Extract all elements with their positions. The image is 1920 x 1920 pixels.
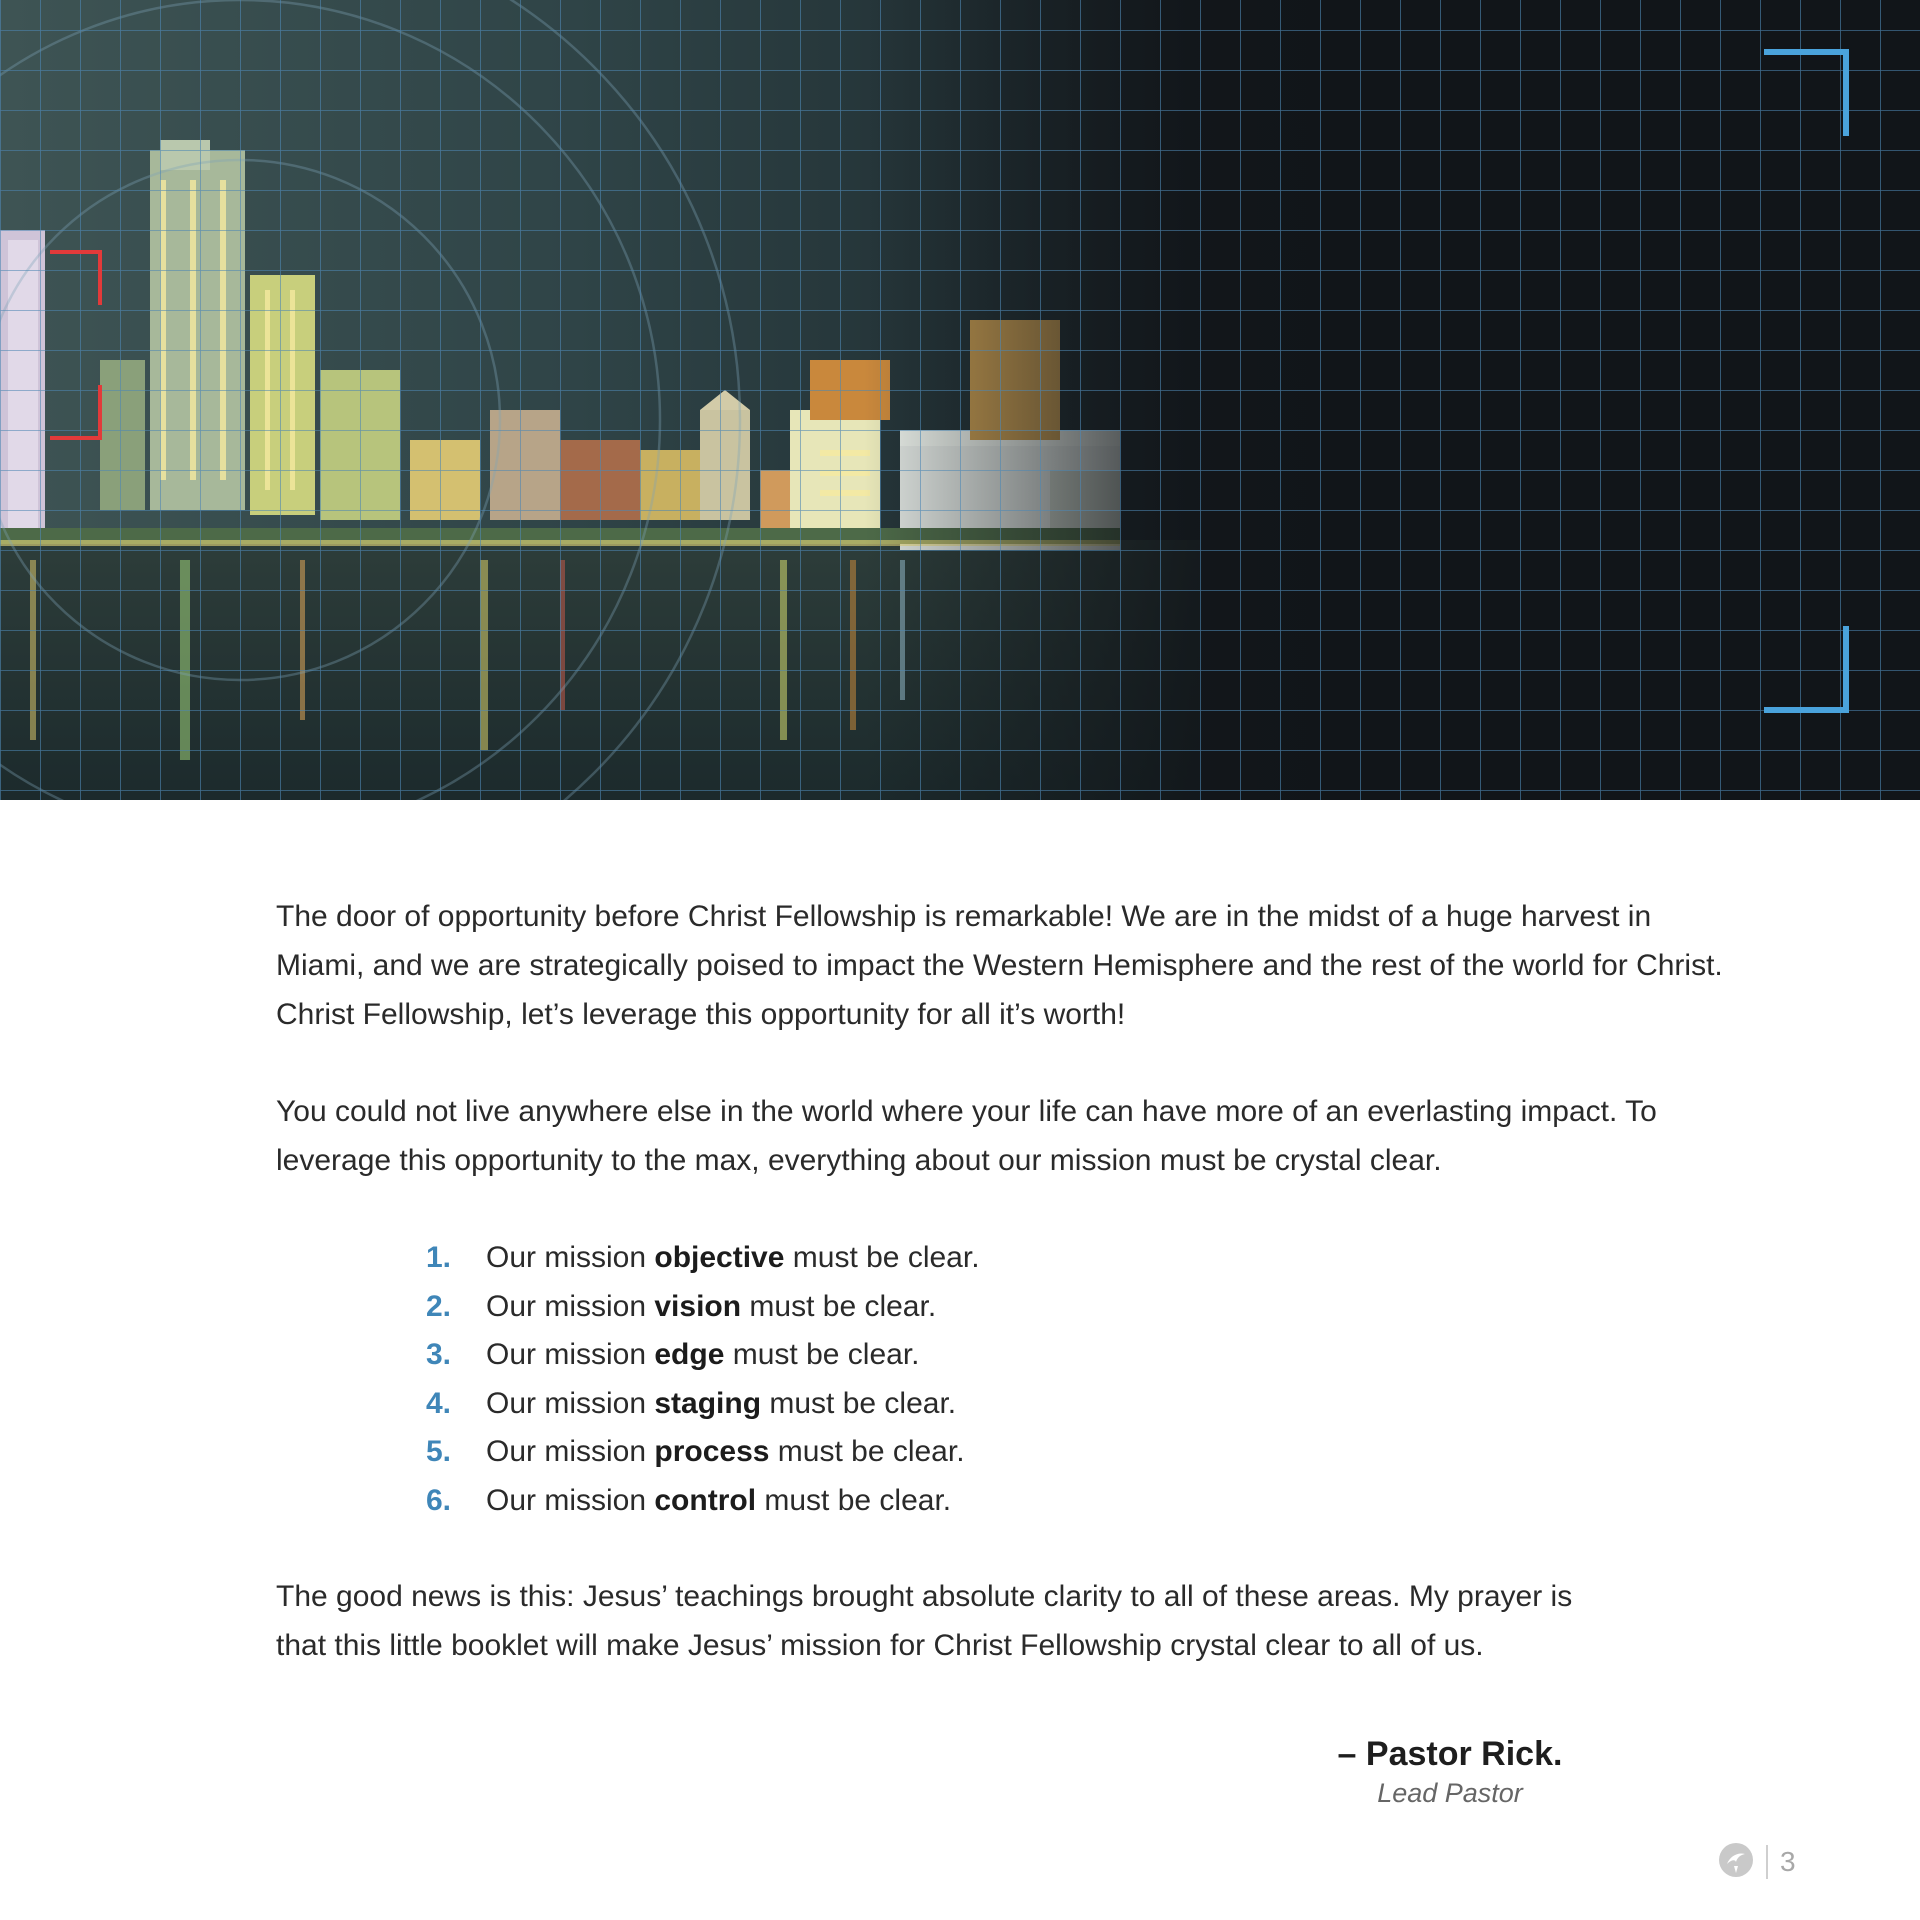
signature-role: Lead Pastor: [1377, 1778, 1523, 1808]
list-text: must be clear.: [724, 1338, 920, 1371]
list-text: must be clear.: [756, 1483, 952, 1517]
list-keyword: staging: [654, 1386, 762, 1420]
list-text: Our mission: [486, 1241, 655, 1274]
list-item: [426, 1379, 1776, 1428]
list-text: Our mission: [486, 1386, 655, 1420]
list-keyword: edge: [654, 1338, 725, 1371]
list-item: [426, 1233, 1776, 1282]
list-text: must be clear.: [761, 1386, 957, 1420]
list-item: [426, 1330, 1776, 1379]
mission-list: [276, 1233, 1776, 1524]
list-text: Our mission: [486, 1338, 655, 1371]
letter-body: [276, 892, 1776, 1670]
intro-paragraph: The door of opportunity before Christ Fellowship is remarkable! We are in the midst of a huge harvest in Miami, and we are strategically poised to impact the Western Hemisphere and the rest of the world for Christ. Christ Fellowship, let’s leverage this opportunity for all it’s worth!: [276, 900, 1723, 1031]
city-skyline-image: [0, 0, 1920, 800]
list-text: Our mission: [486, 1435, 655, 1468]
list-number: 5.: [426, 1435, 452, 1468]
list-keyword: objective: [654, 1241, 785, 1274]
list-number: 1.: [426, 1241, 452, 1274]
footer-divider: [1766, 1845, 1768, 1879]
list-text: must be clear.: [769, 1435, 965, 1468]
list-keyword: vision: [654, 1289, 742, 1323]
list-keyword: control: [654, 1483, 757, 1517]
list-number: 3.: [426, 1338, 452, 1371]
page-footer: [1718, 1842, 1796, 1882]
signature-name: – Pastor Rick.: [1337, 1735, 1563, 1773]
list-text: Our mission: [486, 1483, 655, 1517]
impact-paragraph: You could not live anywhere else in the world where your life can have more of an everlasting impact. To leverage this opportunity to the max, everything about our mission must be crystal clear.: [276, 1095, 1657, 1177]
signature-block: [1260, 1732, 1640, 1810]
list-text: must be clear.: [741, 1289, 937, 1323]
list-item: [426, 1476, 1776, 1525]
page-number: 3: [1780, 1846, 1796, 1877]
list-item: [426, 1282, 1776, 1331]
hero-banner: [0, 0, 1920, 800]
list-text: Our mission: [486, 1289, 655, 1323]
list-number: 2.: [426, 1289, 452, 1323]
list-number: 6.: [426, 1483, 452, 1517]
list-item: [426, 1427, 1776, 1476]
closing-paragraph: The good news is this: Jesus’ teachings brought absolute clarity to all of these areas. My prayer is that this little booklet will make Jesus’ mission for Christ Fellowship crystal clear to all of us.: [276, 1580, 1573, 1662]
christ-fellowship-logo-icon: [1718, 1842, 1754, 1883]
list-number: 4.: [426, 1386, 452, 1420]
list-text: must be clear.: [784, 1241, 980, 1274]
list-keyword: process: [654, 1435, 770, 1468]
